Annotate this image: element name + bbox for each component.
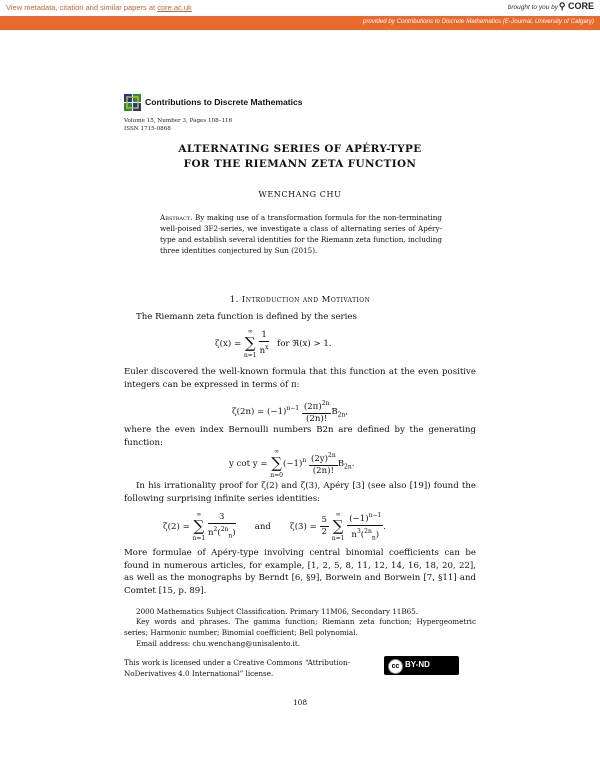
footnote-msc: 2000 Mathematics Subject Classification. Primary 11M06, Secondary 11B65. — [136, 607, 419, 616]
page-number: 108 — [292, 698, 308, 707]
abstract-label: Abstract. — [160, 213, 193, 222]
core-metadata-link[interactable]: View metadata, citation and similar papers at core.ac.uk — [6, 3, 192, 12]
provided-by-text[interactable]: provided by Contributions to Discrete Mathematics (E-Journal, University of Calgary) — [362, 18, 594, 25]
equation-euler-formula: $\zeta(2n) = (-1)^{n-1}$ $\frac{(2\pi)^{2n}}{(2n)!}$ $B_{2n}$, — [232, 400, 349, 424]
equation-zeta-definition: ζ(x) = ∞ ∑ n=1 $\frac{1}{n^x}$ for ℜ(x) > 1. — [215, 328, 332, 359]
footnote-keywords: Key words and phrases. The gamma function; Riemann zeta function; Hypergeometric series; Harmonic number; Binomial coefficient; Bell polynomial. — [124, 617, 476, 637]
core-logo-icon: ⚲ — [558, 1, 568, 11]
creative-commons-icon: cc — [388, 659, 403, 674]
paragraph-4: In his irrationality proof for ζ(2) and ζ(3), Apéry [3] (see also [19]) found the following surprising infinite series identities: — [124, 481, 476, 504]
volume-info: Volume 15, Number 3, Pages 108–116 ISSN 1715-0868 — [124, 118, 233, 132]
abstract-text: By making use of a transformation formula for the non-terminating well-poised 3F2-series, we investigate a class of alternating series of Apéry-type and establish several identities for the Riemann zeta function, including three identities conjectured by Sun (2015). — [160, 213, 442, 255]
equation-generating-function: y cot y = ∞ ∑ n=0 $(-1)^n$ $\frac{(2y)^{2n}}{(2n)!}$ $B_{2n}$. — [229, 448, 355, 479]
paragraph-5: More formulae of Apéry-type involving central binomial coefficients can be found in numerous articles, for example, [1, 2, 5, 8, 11, 12, 14, 16, 18, 20, 22], as well as the monographs by Berndt [6, §9], Borwein and Borwein [7, §11] and Comtet [15, p. 89]. — [124, 548, 476, 596]
paragraph-2: Euler discovered the well-known formula that this function at the even positive integers can be expressed in terms of π: — [124, 367, 476, 390]
paper-title-line-1: ALTERNATING SERIES OF APÉRY-TYPE — [178, 143, 422, 155]
cc-badge-label: BY-ND — [405, 660, 430, 669]
paragraph-1: The Riemann zeta function is defined by the series — [136, 312, 357, 322]
author: WENCHANG CHU — [258, 190, 342, 199]
paragraph-3: where the even index Bernoulli numbers B2n are defined by the generating function: — [124, 425, 476, 448]
journal-logo-icon — [124, 94, 141, 111]
journal-name: Contributions to Discrete Mathematics — [145, 97, 303, 107]
core-logo[interactable]: ⚲ CORE — [558, 1, 594, 11]
equation-apery-identities: ζ(2) = ∞ ∑ n=1 $\frac{3}{n^2(^{2n}_n)}$ and ζ(3) = $\frac{5}{2}$ ∞ ∑ n=1 $\frac{(-1)^{n-1}}{n^3(^{2n}_n)}$ . — [163, 511, 387, 543]
section-heading: 1. Introduction and Motivation — [229, 295, 371, 305]
license-text: This work is licensed under a Creative Commons “Attribution-NoDerivatives 4.0 International” license. — [124, 658, 351, 678]
abstract — [160, 213, 442, 257]
paper-title-line-2: FOR THE RIEMANN ZETA FUNCTION — [183, 158, 417, 170]
brought-to-you-text: brought to you by — [507, 4, 558, 11]
footnote-email: Email address: chu.wenchang@unisalento.it. — [136, 639, 301, 648]
